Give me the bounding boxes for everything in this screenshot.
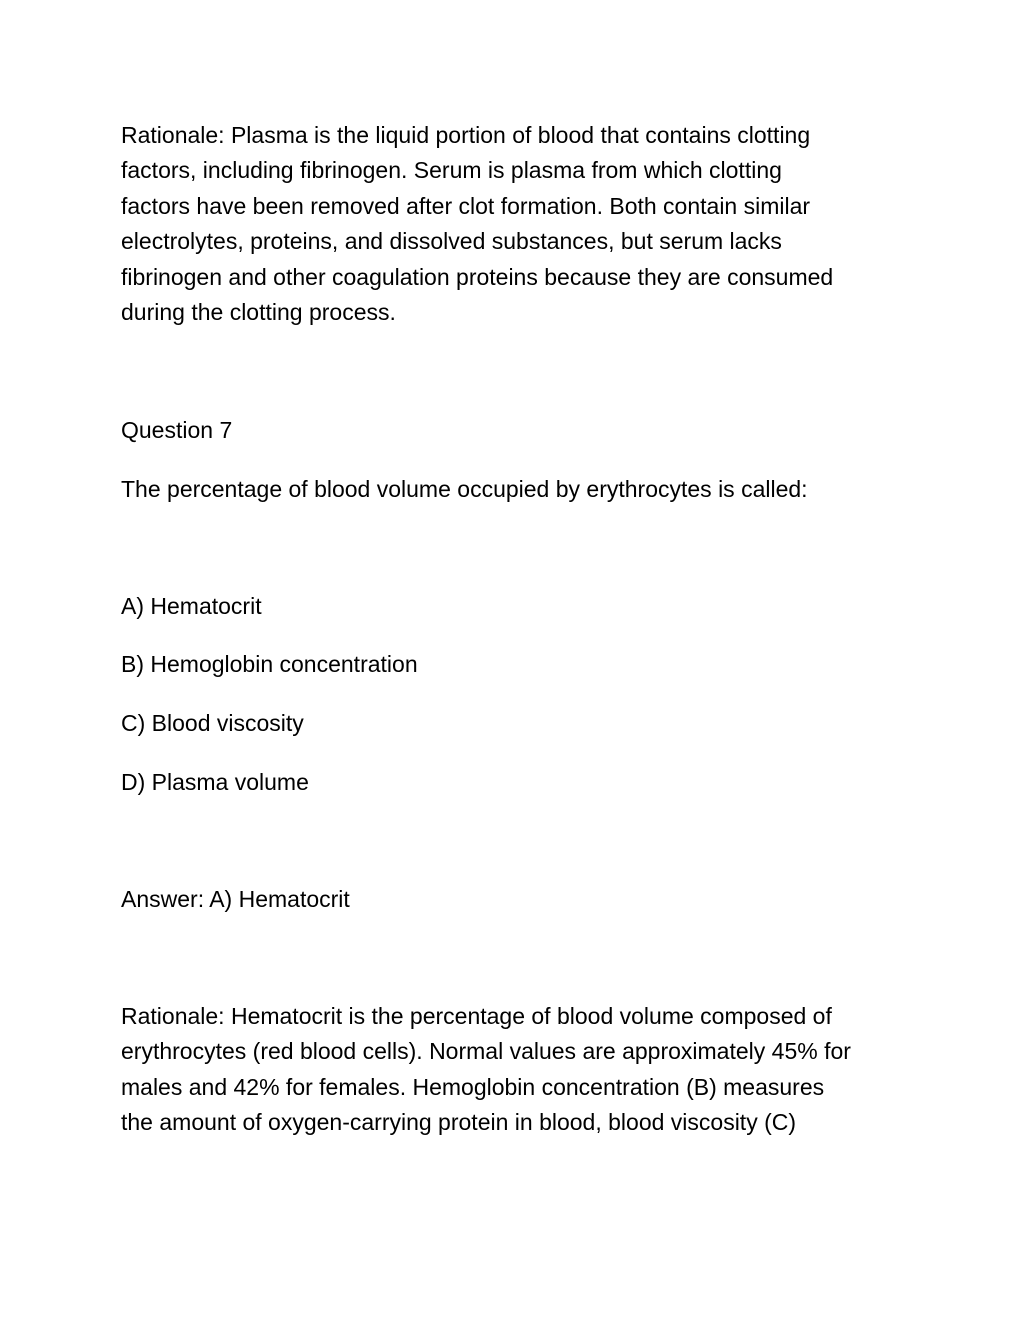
rationale-line: the amount of oxygen-carrying protein in blood, blood viscosity (C) [121, 1109, 797, 1136]
answer-line: Answer: A) Hematocrit [121, 886, 350, 912]
rationale-paragraph [121, 999, 911, 1141]
rationale-line: electrolytes, proteins, and dissolved substances, but serum lacks [121, 228, 782, 255]
rationale-line: erythrocytes (red blood cells). Normal values are approximately 45% for [121, 1038, 851, 1065]
answer-option-c: C) Blood viscosity [121, 710, 304, 736]
rationale-line: Rationale: Plasma is the liquid portion of blood that contains clotting [121, 122, 811, 148]
rationale-line: fibrinogen and other coagulation proteins because they are consumed [121, 263, 834, 290]
rationale-line: males and 42% for females. Hemoglobin concentration (B) measures [121, 1073, 825, 1100]
rationale-line: during the clotting process. [121, 299, 396, 326]
rationale-paragraph [121, 118, 911, 330]
rationale-line: factors have been removed after clot formation. Both contain similar [121, 192, 811, 219]
answer-option-a: A) Hematocrit [121, 593, 262, 619]
question-text: The percentage of blood volume occupied by erythrocytes is called: [121, 476, 808, 502]
answer-option-d: D) Plasma volume [121, 769, 309, 795]
rationale-line: factors, including fibrinogen. Serum is plasma from which clotting [121, 157, 782, 184]
rationale-line: Rationale: Hematocrit is the percentage of blood volume composed of [121, 1003, 832, 1029]
question-heading: Question 7 [121, 417, 233, 443]
answer-option-b: B) Hemoglobin concentration [121, 651, 418, 677]
